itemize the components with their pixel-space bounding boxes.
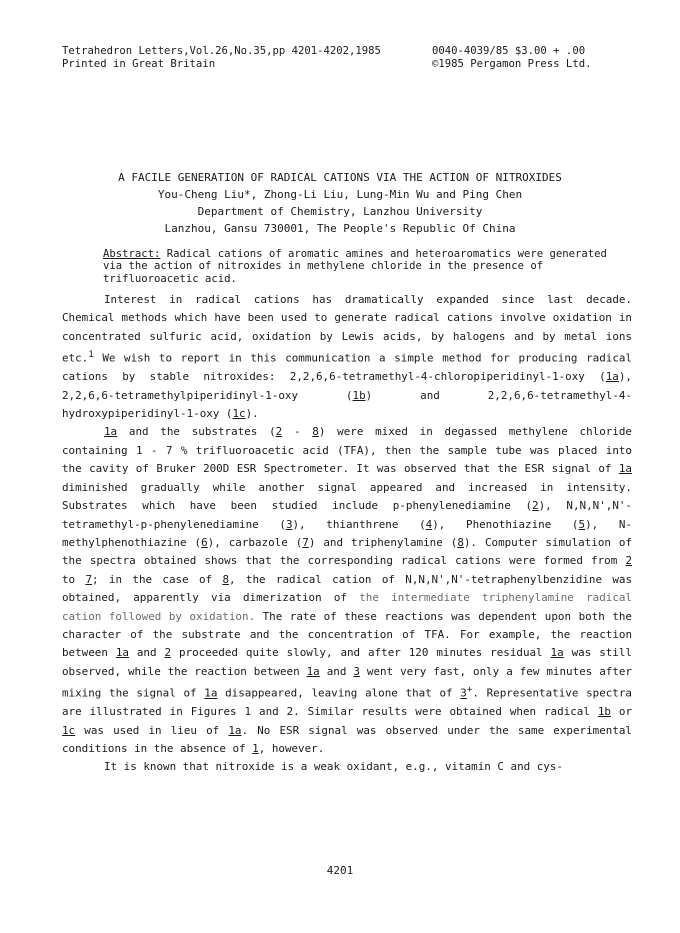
text-run: proceeded quite slowly, and after 120 minutes residual (171, 646, 551, 660)
text-run: ) and triphenylamine ( (308, 535, 458, 549)
text-run: ), N,N,N',N'-tetramethyl-p-phenylenediamine ( (62, 499, 632, 531)
compound-label: 1a (605, 370, 619, 384)
compound-label: 3 (353, 664, 360, 678)
text-run: ) and 2,2,6,6-tetramethyl-4-hydroxypiperidinyl-1-oxy ( (62, 388, 632, 421)
paper-title: A FACILE GENERATION OF RADICAL CATIONS VIA THE ACTION OF NITROXIDES (118, 171, 562, 184)
text-run: or (610, 705, 632, 719)
body-text (62, 291, 632, 777)
compound-label: 2 (275, 425, 283, 439)
compound-label: 1b (352, 388, 366, 402)
copyright-line: ©1985 Pergamon Press Ltd. (432, 58, 592, 70)
text-run: ), N-methylphenothiazine ( (62, 517, 632, 549)
text-run: was used in lieu of (75, 723, 229, 737)
compound-label: 1a (306, 664, 320, 678)
compound-label: 7 (302, 535, 309, 549)
text-run: ), carbazole ( (207, 535, 303, 549)
compound-label: 1c (62, 723, 76, 737)
abstract-text: Radical cations of aromatic amines and heteroaromatics were generated via the action of nitroxides in methylene chloride in the presence of trifluoroacetic acid. (103, 248, 607, 285)
affiliation-address: Lanzhou, Gansu 730001, The People's Republic Of China (164, 222, 516, 235)
faded-text-run: the intermediate triphenylamine radical cation followed by oxidation. (62, 591, 632, 623)
text-run: ). Computer simulation of the spectra obtained shows that the corresponding radical cations were formed from (62, 535, 633, 568)
compound-label: 3 (460, 686, 467, 700)
text-run: ), 2,2,6,6-tetramethylpiperidinyl-1-oxy ( (62, 370, 632, 402)
text-run: The rate of these reactions was dependent upon both the character of the substrate and the concentration of TFA. For example, the reaction between (62, 609, 632, 660)
compound-label: 1c (232, 407, 246, 421)
text-run: and (319, 664, 354, 678)
compound-label: 4 (425, 517, 433, 531)
compound-label: 1 (252, 742, 259, 755)
journal-price-copyright (432, 45, 591, 71)
compound-label: 1a (618, 462, 632, 476)
radical-cation-superscript: + (466, 685, 473, 696)
compound-label: 1b (597, 705, 611, 719)
compound-label: 7 (85, 572, 93, 586)
compound-label: 1a (204, 686, 218, 700)
paragraph-2 (62, 423, 632, 758)
text-run: ), Phenothiazine ( (432, 517, 579, 531)
text-run: ; in the case of (92, 572, 223, 586)
text-run: ) were mixed in degassed methylene chloride containing 1 - 7 % trifluoroacetic acid (TFA), then the sample tube was placed into the cavity of Bruker 200D ESR Spectrometer. It was observed that the ESR signal of (62, 425, 632, 476)
title-block (60, 169, 620, 237)
text-run: and (128, 646, 165, 660)
issn-price-line: 0040-4039/85 $3.00 + .00 (432, 45, 586, 57)
text-run: , however. (258, 742, 325, 755)
paragraph-3: It is known that nitroxide is a weak oxidant, e.g., vitamin C and cys- (104, 760, 563, 774)
text-run: - (282, 425, 313, 439)
page-number: 4201 (326, 864, 354, 877)
compound-label: 2 (164, 646, 172, 660)
compound-label: 1a (228, 723, 242, 737)
citation-line: Tetrahedron Letters,Vol.26,No.35,pp 4201-4202,1985 (62, 45, 381, 57)
compound-label: 3 (285, 517, 293, 531)
compound-label: 8 (312, 425, 319, 439)
compound-label: 8 (457, 535, 464, 549)
text-run: was still observed, while the reaction between (62, 646, 632, 678)
abstract (103, 248, 623, 285)
compound-label: 2 (625, 554, 632, 568)
paragraph-1 (62, 291, 632, 423)
compound-label: 8 (222, 572, 229, 586)
abstract-label: Abstract: (103, 248, 161, 260)
compound-label: 5 (578, 517, 586, 531)
text-run: Interest in radical cations has dramatically expanded since last decade. Chemical methods which have been used to generate radical cations involve oxidation in concentrated sulfuric acid, oxidation by Lewis acids, by halogens and by metal ions etc. (62, 293, 632, 365)
author-list: You-Cheng Liu*, Zhong-Li Liu, Lung-Min Wu and Ping Chen (157, 188, 523, 201)
text-run: . Representative spectra are illustrated in Figures 1 and 2. Similar results were obtained when radical (62, 686, 632, 719)
journal-citation (62, 45, 381, 71)
text-run: , the radical cation of N,N,N',N'-tetraphenylbenzidine was obtained, apparently via dimerization of (62, 572, 633, 605)
compound-label: 2 (532, 499, 539, 513)
text-run: diminished gradually while another signal appeared and increased in intensity. Substrates which have been studied include p-phenylenediamine ( (62, 480, 632, 513)
printed-in-line: Printed in Great Britain (62, 58, 216, 70)
text-run: ), thianthrene ( (292, 517, 426, 531)
compound-label: 1a (115, 646, 129, 660)
text-run: ). (245, 407, 259, 421)
text-run: went very fast, only a few minutes after mixing the signal of (62, 664, 632, 700)
compound-label: 1a (104, 425, 118, 439)
text-run: and the substrates ( (117, 425, 276, 439)
compound-label: 6 (201, 535, 208, 549)
text-run: . No ESR signal was observed under the same experimental conditions in the absence of (62, 723, 632, 755)
compound-label: 1a (550, 646, 564, 660)
affiliation-department: Department of Chemistry, Lanzhou University (197, 205, 483, 218)
reference-marker: 1 (88, 350, 94, 361)
text-run: to (62, 572, 86, 586)
text-run: We wish to report in this communication a simple method for producing radical cations by stable nitroxides: 2,2,6,6-tetramethyl-4-chloropiperidinyl-1-oxy ( (62, 351, 632, 384)
text-run: disappeared, leaving alone that of (217, 686, 461, 700)
